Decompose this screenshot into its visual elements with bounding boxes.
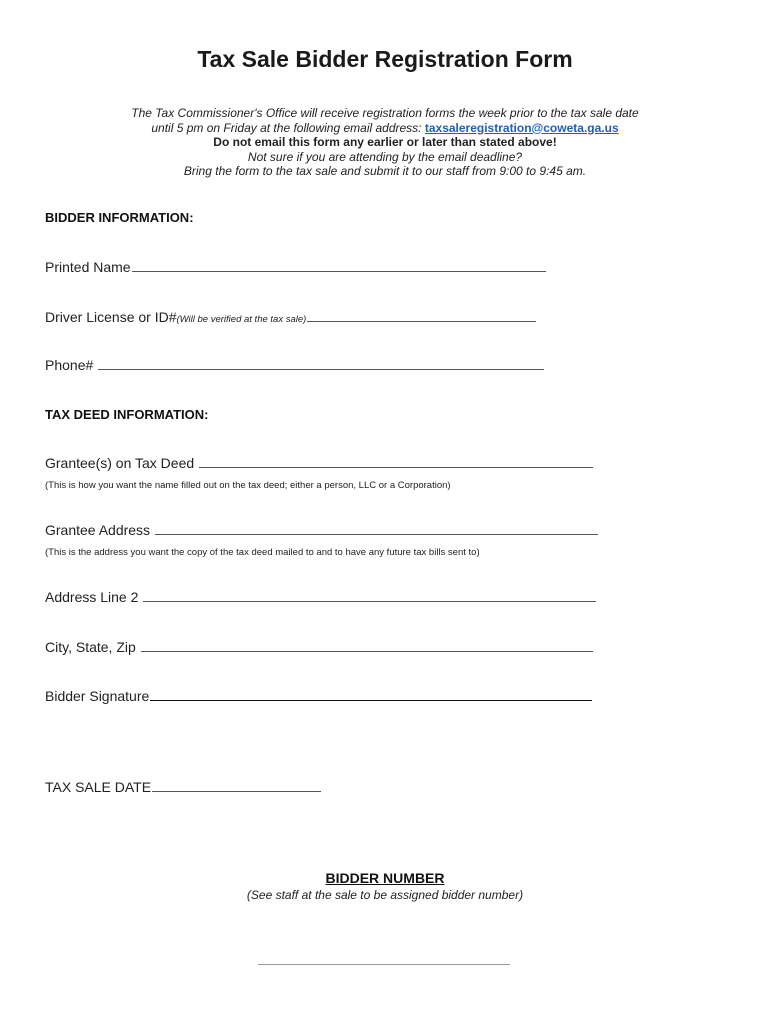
- address-line-2-label: Address Line 2: [45, 589, 143, 605]
- address-line-2-field[interactable]: [45, 589, 596, 605]
- printed-name-label: Printed Name: [45, 259, 131, 275]
- intro-warning: Do not email this form any earlier or later than stated above!: [213, 135, 557, 150]
- bidder-number-subtitle: (See staff at the sale to be assigned bidder number): [246, 888, 524, 902]
- grantee-address-note: (This is the address you want the copy of the tax deed mailed to and to have any future tax bills sent to): [45, 547, 480, 558]
- email-link[interactable]: taxsaleregistration@coweta.ga.us: [424, 120, 619, 135]
- bidder-info-heading: BIDDER INFORMATION:: [45, 210, 194, 225]
- intro-line-4: Not sure if you are attending by the email deadline?: [247, 149, 523, 164]
- page-title: Tax Sale Bidder Registration Form: [197, 46, 573, 72]
- grantee-note: (This is how you want the name filled out on the tax deed; either a person, LLC or a Corporation): [45, 480, 451, 491]
- intro-line-2: [0, 121, 770, 136]
- bidder-number-line[interactable]: [258, 964, 510, 965]
- grantee-line[interactable]: [199, 455, 593, 468]
- address-line-2-line[interactable]: [143, 589, 596, 602]
- driver-license-label: Driver License or ID#: [45, 309, 177, 325]
- city-state-zip-field[interactable]: [45, 639, 593, 655]
- printed-name-line[interactable]: [132, 259, 546, 272]
- grantee-address-field[interactable]: [45, 522, 598, 538]
- grantee-address-label: Grantee Address: [45, 522, 154, 538]
- tax-deed-info-heading: TAX DEED INFORMATION:: [45, 407, 209, 422]
- tax-sale-date-label: TAX SALE DATE: [45, 779, 152, 795]
- bidder-signature-label: Bidder Signature: [45, 688, 150, 704]
- intro-block: [0, 106, 770, 179]
- grantee-address-line[interactable]: [155, 522, 598, 535]
- intro-line-2-prefix: until 5 pm on Friday at the following email address:: [151, 120, 425, 135]
- intro-line-1: The Tax Commissioner's Office will receive registration forms the week prior to the tax sale date: [131, 106, 639, 120]
- tax-sale-date-field[interactable]: [45, 779, 321, 795]
- tax-sale-date-line[interactable]: [152, 779, 321, 792]
- driver-license-field[interactable]: [45, 309, 536, 325]
- driver-license-line[interactable]: [307, 309, 536, 322]
- bidder-signature-field[interactable]: [45, 688, 592, 704]
- city-state-zip-label: City, State, Zip: [45, 639, 140, 655]
- phone-field[interactable]: [45, 357, 544, 373]
- bidder-number-title: BIDDER NUMBER: [325, 870, 445, 886]
- printed-name-field[interactable]: [45, 259, 546, 275]
- grantee-field[interactable]: [45, 455, 593, 471]
- bidder-signature-line[interactable]: [150, 688, 592, 701]
- phone-label: Phone#: [45, 357, 98, 373]
- grantee-label: Grantee(s) on Tax Deed: [45, 455, 199, 471]
- phone-line[interactable]: [98, 357, 544, 370]
- intro-line-5: Bring the form to the tax sale and submit it to our staff from 9:00 to 9:45 am.: [183, 164, 587, 179]
- city-state-zip-line[interactable]: [141, 639, 593, 652]
- driver-license-note: (Will be verified at the tax sale): [176, 314, 307, 325]
